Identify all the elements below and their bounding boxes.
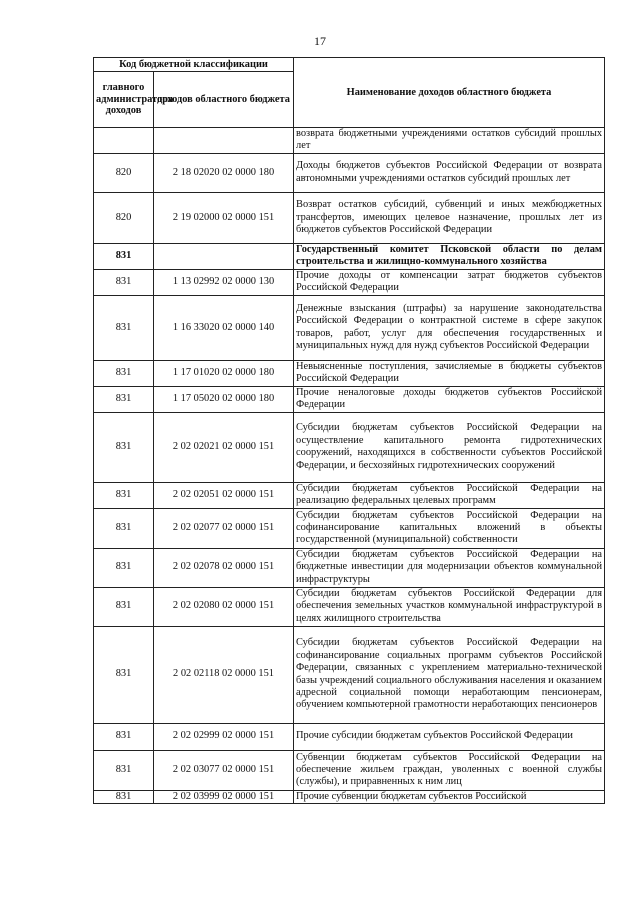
revenue-code-cell: 1 13 02992 02 0000 130 [154,269,294,295]
table-row [94,548,605,587]
revenue-code-cell: 2 02 02051 02 0000 151 [154,482,294,508]
header-code: доходов областного бюджета [154,72,294,128]
revenue-name-cell: Возврат остатков субсидий, субвенций и иных межбюджетных трансфертов, имеющих целевое назначение, прошлых лет из бюджетов субъектов Российской Федерации [294,192,605,243]
table-body [94,128,605,804]
table-row [94,128,605,154]
revenue-name-cell: Субсидии бюджетам субъектов Российской Федерации на софинансирование капитальных вложений в объекты государственной (муниципальной) собственности [294,508,605,548]
admin-code-cell: 831 [94,508,154,548]
table-row [94,412,605,482]
revenue-name-cell: Субвенции бюджетам субъектов Российской Федерации на обеспечение жильем граждан, уволенных с военной службы (службы), и приравненных к ним лиц [294,750,605,790]
admin-code-cell: 831 [94,412,154,482]
revenue-code-cell: 2 02 03077 02 0000 151 [154,750,294,790]
revenue-name-cell: возврата бюджетными учреждениями остатков субсидий прошлых лет [294,128,605,154]
admin-code-cell: 831 [94,587,154,626]
table-row [94,192,605,243]
header-name: Наименование доходов областного бюджета [294,58,605,128]
admin-code-cell: 831 [94,626,154,723]
admin-code-cell: 831 [94,269,154,295]
revenue-code-cell: 2 02 02021 02 0000 151 [154,412,294,482]
admin-code-cell: 820 [94,192,154,243]
revenue-name-cell: Прочие субсидии бюджетам субъектов Российской Федерации [294,723,605,750]
revenue-name-cell: Субсидии бюджетам субъектов Российской Федерации на осуществление капитального ремонта гидротехнических сооружений, находящихся в собственности субъектов Российской Федерации, и бесхозяйных гидротехнических сооружений [294,412,605,482]
revenue-code-cell: 2 02 02999 02 0000 151 [154,723,294,750]
revenue-code-cell: 2 02 02080 02 0000 151 [154,587,294,626]
revenue-code-cell: 1 17 05020 02 0000 180 [154,386,294,412]
header-admin: главного администратора доходов [94,72,154,128]
revenue-code-cell: 1 16 33020 02 0000 140 [154,295,294,360]
table-row [94,295,605,360]
table-row [94,750,605,790]
table-row [94,153,605,192]
table-row [94,243,605,269]
table-row [94,790,605,803]
admin-code-cell: 831 [94,790,154,803]
table-row [94,723,605,750]
revenue-code-cell: 2 02 02077 02 0000 151 [154,508,294,548]
revenue-code-cell: 2 02 02118 02 0000 151 [154,626,294,723]
admin-code-cell: 831 [94,548,154,587]
admin-code-cell: 831 [94,750,154,790]
admin-code-cell: 820 [94,153,154,192]
revenue-name-cell: Субсидии бюджетам субъектов Российской Федерации для обеспечения земельных участков коммунальной инфраструктурой в целях жилищного строительства [294,587,605,626]
admin-code-cell: 831 [94,482,154,508]
revenue-name-cell: Субсидии бюджетам субъектов Российской Федерации на бюджетные инвестиции для модернизации объектов коммунальной инфраструктуры [294,548,605,587]
admin-code-cell: 831 [94,295,154,360]
table-row [94,626,605,723]
table-row [94,508,605,548]
admin-code-cell: 831 [94,360,154,386]
revenue-code-cell [154,243,294,269]
revenue-name-cell: Прочие субвенции бюджетам субъектов Российской [294,790,605,803]
revenue-name-cell: Государственный комитет Псковской области по делам строительства и жилищно-коммунального хозяйства [294,243,605,269]
revenue-name-cell: Доходы бюджетов субъектов Российской Федерации от возврата автономными учреждениями остатков субсидий прошлых лет [294,153,605,192]
table-row [94,386,605,412]
revenue-code-cell [154,128,294,154]
revenue-name-cell: Денежные взыскания (штрафы) за нарушение законодательства Российской Федерации о контрактной системе в сфере закупок товаров, работ, услуг для обеспечения государственных и муниципальных нужд для нужд субъектов Российской Федерации [294,295,605,360]
revenue-code-cell: 2 19 02000 02 0000 151 [154,192,294,243]
revenue-code-cell: 2 02 03999 02 0000 151 [154,790,294,803]
admin-code-cell: 831 [94,723,154,750]
revenue-name-cell: Субсидии бюджетам субъектов Российской Федерации на реализацию федеральных целевых программ [294,482,605,508]
table-row [94,360,605,386]
admin-code-cell: 831 [94,386,154,412]
revenue-code-cell: 1 17 01020 02 0000 180 [154,360,294,386]
revenue-code-cell: 2 18 02020 02 0000 180 [154,153,294,192]
header-code-group: Код бюджетной классификации [94,58,294,72]
revenue-code-cell: 2 02 02078 02 0000 151 [154,548,294,587]
revenue-name-cell: Прочие неналоговые доходы бюджетов субъектов Российской Федерации [294,386,605,412]
table-row [94,482,605,508]
admin-code-cell [94,128,154,154]
revenue-name-cell: Субсидии бюджетам субъектов Российской Федерации на софинансирование социальных программ субъектов Российской Федерации, связанных с укреплением материально-технической базы учреждений социального обслуживания населения и оказанием адресной социальной помощи неработающим пенсионерам, обучением компьютерной грамотности неработающих пенсионеров [294,626,605,723]
budget-classification-table [93,57,605,804]
admin-code-cell: 831 [94,243,154,269]
table-row [94,587,605,626]
revenue-name-cell: Прочие доходы от компенсации затрат бюджетов субъектов Российской Федерации [294,269,605,295]
table-row [94,269,605,295]
revenue-name-cell: Невыясненные поступления, зачисляемые в бюджеты субъектов Российской Федерации [294,360,605,386]
page-number: 17 [314,34,326,48]
table-header [94,58,605,128]
